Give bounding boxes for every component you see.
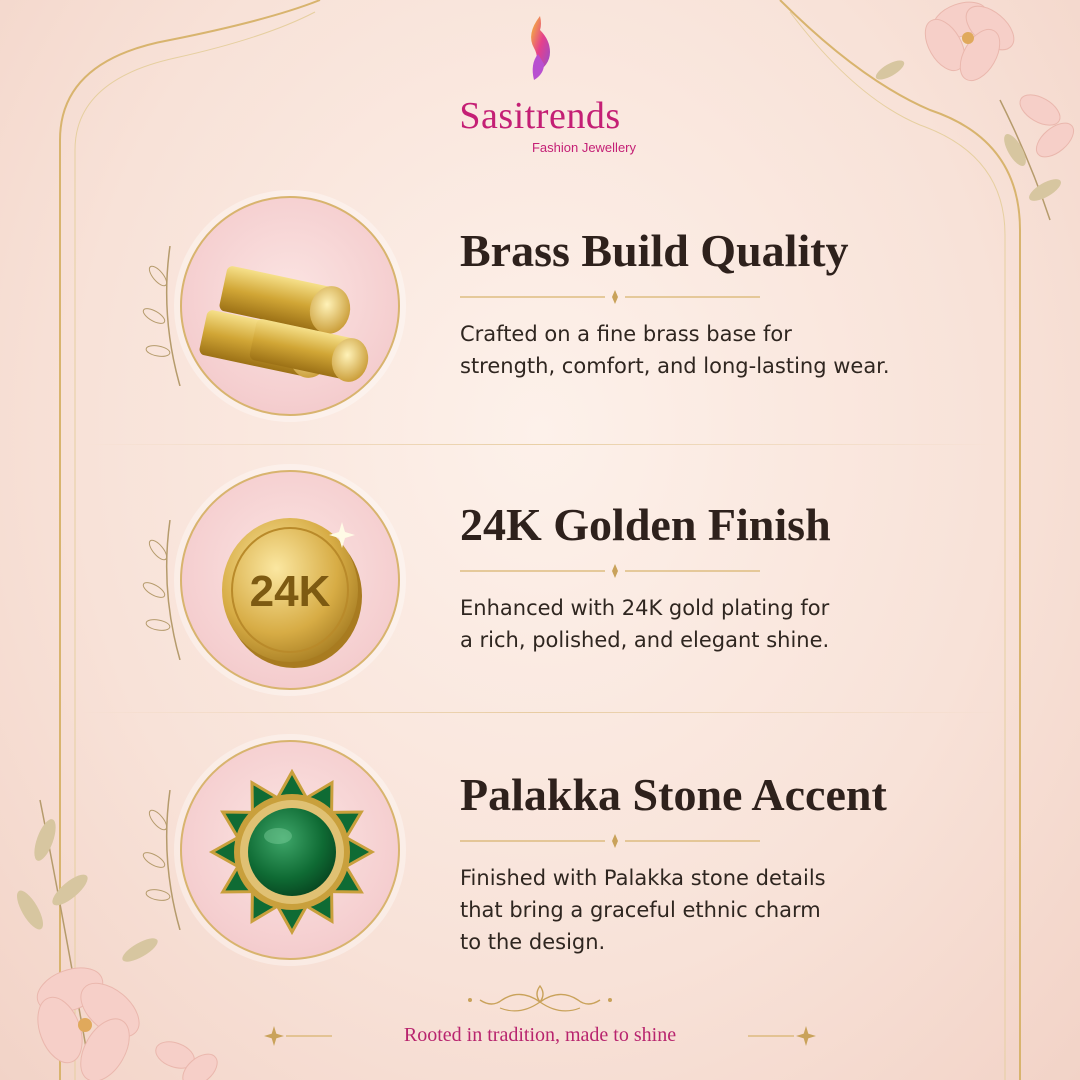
palakka-stone-icon (182, 742, 402, 962)
desc-line: Crafted on a fine brass base for (460, 322, 792, 346)
flame-logo-icon (520, 14, 560, 84)
desc-line: strength, comfort, and long-lasting wear. (460, 354, 890, 378)
feature-golden-finish (0, 450, 1080, 710)
section-separator (80, 712, 1000, 713)
gold-coin-icon (182, 472, 402, 692)
feature-title: Palakka Stone Accent (460, 769, 887, 820)
feature-palakka-stone (0, 720, 1080, 980)
desc-line: Finished with Palakka stone details (460, 866, 826, 890)
coin-label: 24K (249, 567, 331, 616)
feature-icon-circle (180, 740, 400, 960)
feature-description (460, 318, 920, 382)
title-divider (460, 834, 760, 848)
feature-description (460, 862, 920, 958)
brass-rods-icon (182, 198, 402, 418)
section-separator (80, 444, 1000, 445)
feature-brass (0, 176, 1080, 436)
brand-name: Sasitrends (459, 95, 621, 137)
desc-line: Enhanced with 24K gold plating for (460, 596, 830, 620)
feature-icon-circle (180, 470, 400, 690)
title-divider (460, 564, 760, 578)
feature-description (460, 592, 920, 656)
title-divider (460, 290, 760, 304)
desc-line: to the design. (460, 930, 606, 954)
desc-line: a rich, polished, and elegant shine. (460, 628, 830, 652)
desc-line: that bring a graceful ethnic charm (460, 898, 821, 922)
feature-title: Brass Build Quality (460, 225, 849, 276)
feature-icon-circle (180, 196, 400, 416)
brand-subtitle: Fashion Jewellery (531, 140, 636, 155)
feature-title: 24K Golden Finish (460, 499, 831, 550)
footer-ornament-icon (460, 982, 620, 1022)
footer-tagline: Rooted in tradition, made to shine (403, 1024, 677, 1046)
brand-logo (440, 14, 640, 155)
